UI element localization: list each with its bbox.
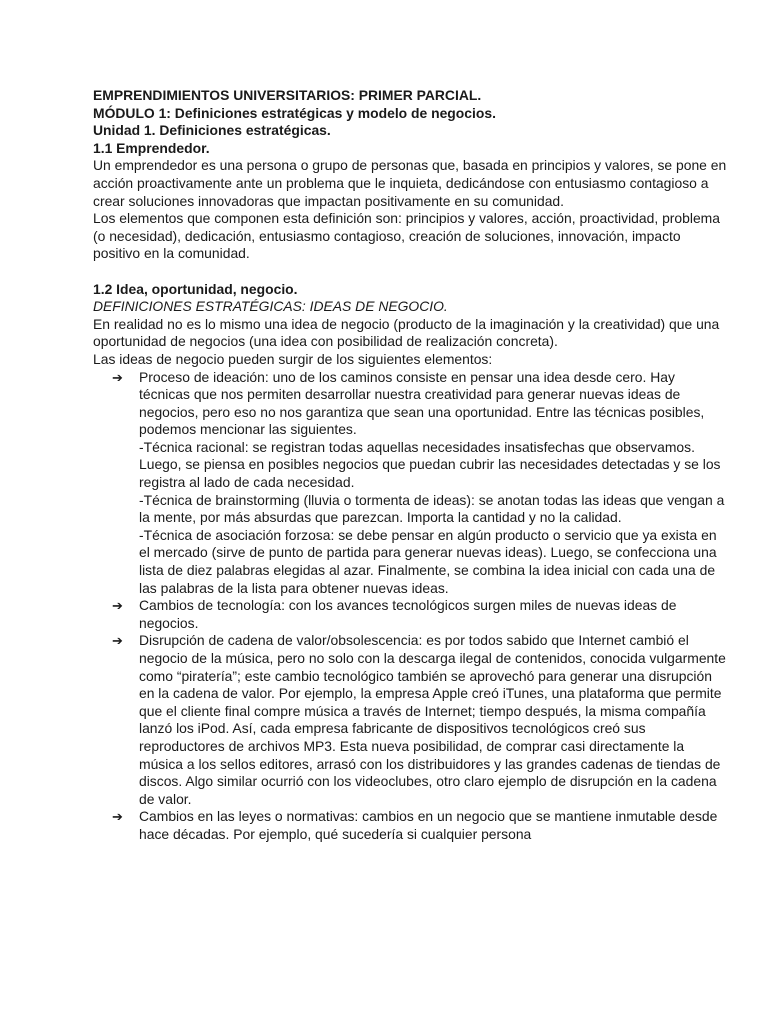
section-1-paragraph-2: Los elementos que componen esta definición son: principios y valores, acción, proactividad, problema (o necesidad), dedicación, entusiasmo contagioso, creación de soluciones, innovación, impacto positivo en la comunidad. bbox=[93, 210, 720, 262]
arrow-bullet-icon: ➔ bbox=[112, 809, 123, 825]
section-2-heading: 1.2 Idea, oportunidad, negocio. bbox=[93, 280, 298, 297]
arrow-bullet-icon: ➔ bbox=[112, 633, 123, 649]
bullet-item-disruption bbox=[112, 632, 728, 808]
section-2-paragraph-1: En realidad no es lo mismo una idea de negocio (producto de la imaginación y la creatividad) que una oportunidad de negocios (una idea con posibilidad de realización concreta). bbox=[93, 315, 720, 350]
technique-rational: -Técnica racional: se registran todas aquellas necesidades insatisfechas que observamos. Luego, se piensa en posibles negocios que puedan cubrir las necesidades detectadas y se los registra al lado de cada necesidad. bbox=[139, 438, 721, 491]
section-1-paragraph-1: Un emprendedor es una persona o grupo de personas que, basada en principios y valores, se pone en acción proactivamente ante un problema que le inquieta, dedicándose con entusiasmo contagioso a crear soluciones innovadoras que impactan positivamente en su comunidad. bbox=[93, 157, 727, 209]
bullet-item-ideation bbox=[112, 368, 728, 598]
bullet-item-laws bbox=[112, 808, 728, 843]
bullet-list bbox=[93, 369, 728, 844]
module-title: MÓDULO 1: Definiciones estratégicas y modelo de negocios. bbox=[93, 104, 496, 121]
bullet-text: Disrupción de cadena de valor/obsolescencia: es por todos sabido que Internet cambió el negocio de la música, pero no solo con la descarga ilegal de contenidos, conocida vulgarmente como “piratería”; este cambio tecnológico también se aprovechó para generar una disrupción en la cadena de valor. Por ejemplo, la empresa Apple creó iTunes, una plataforma que permite que el cliente final compre música a través de Internet; tiempo después, la misma compañía lanzó los iPod. Así, cada empresa fabricante de dispositivos tecnológicos creó sus reproductores de archivos MP3. Esta nueva posibilidad, de comprar casi directamente la música a los sellos editores, arrasó con los distribuidores y las grandes cadenas de tiendas de discos. Algo similar ocurrió con los videoclubes, otro claro ejemplo de disrupción en la cadena de valor. bbox=[139, 632, 726, 807]
section-2-paragraph-2: Las ideas de negocio pueden surgir de los siguientes elementos: bbox=[93, 350, 493, 367]
section-1-heading: 1.1 Emprendedor. bbox=[93, 139, 210, 156]
technique-forced-association: -Técnica de asociación forzosa: se debe pensar en algún producto o servicio que ya exista en el mercado (sirve de punto de partida para generar nuevas ideas). Luego, se confecciona una lista de diez palabras elegidas al azar. Finalmente, se combina la idea inicial con cada una de las palabras de la lista para obtener nuevas ideas. bbox=[139, 526, 717, 596]
arrow-bullet-icon: ➔ bbox=[112, 598, 123, 614]
document-title: EMPRENDIMIENTOS UNIVERSITARIOS: PRIMER PARCIAL. bbox=[93, 87, 482, 103]
bullet-text: Cambios en las leyes o normativas: cambios en un negocio que se mantiene inmutable desde hace décadas. Por ejemplo, qué sucedería si cualquier persona bbox=[139, 808, 718, 842]
unit-title: Unidad 1. Definiciones estratégicas. bbox=[93, 122, 331, 139]
bullet-item-technology bbox=[112, 597, 728, 632]
section-2-subheading: DEFINICIONES ESTRATÉGICAS: IDEAS DE NEGOCIO. bbox=[93, 298, 448, 315]
technique-brainstorming: -Técnica de brainstorming (lluvia o tormenta de ideas): se anotan todas las ideas que vengan a la mente, por más absurdas que parezcan. Importa la cantidad y no la calidad. bbox=[139, 491, 725, 526]
bullet-text: Proceso de ideación: uno de los caminos consiste en pensar una idea desde cero. Hay técnicas que nos permiten desarrollar nuestra creatividad para generar nuevas ideas de negocios, pero eso no nos garantiza que sean una oportunidad. Entre las técnicas posibles, podemos mencionar las siguientes. bbox=[139, 368, 705, 438]
bullet-text: Cambios de tecnología: con los avances tecnológicos surgen miles de nuevas ideas de negocios. bbox=[139, 597, 677, 631]
arrow-bullet-icon: ➔ bbox=[112, 369, 123, 385]
blank-line bbox=[93, 263, 728, 281]
